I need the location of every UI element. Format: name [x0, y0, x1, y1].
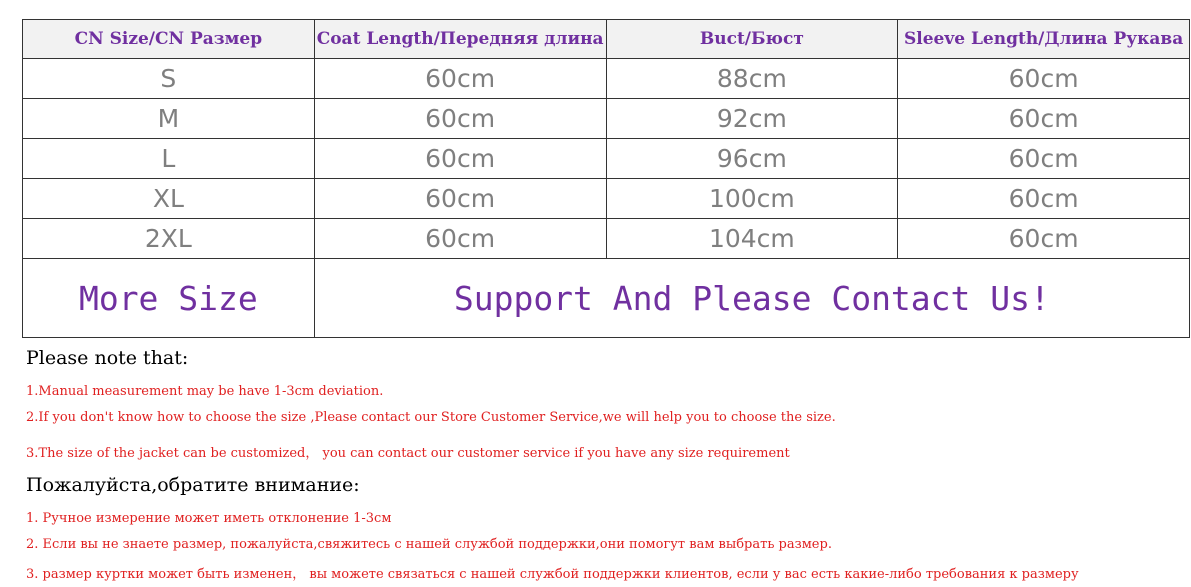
coat-length-cell: 60cm — [314, 99, 606, 139]
note-line-en-3: 3.The size of the jacket can be customized， you can contact our customer service if you have any size requirement — [26, 446, 790, 461]
table-row — [23, 139, 1190, 179]
bust-cell: 88cm — [606, 59, 898, 99]
table-row — [23, 99, 1190, 139]
coat-length-cell: 60cm — [314, 59, 606, 99]
header-coat-length: Coat Length/Передняя длина — [314, 20, 606, 59]
coat-length-cell: 60cm — [314, 219, 606, 259]
bust-cell: 104cm — [606, 219, 898, 259]
sleeve-length-cell: 60cm — [898, 99, 1190, 139]
sleeve-length-cell: 60cm — [898, 59, 1190, 99]
notes-heading-ru: Пожалуйста,обратите внимание: — [26, 474, 360, 496]
header-sleeve-length: Sleeve Length/Длина Рукава — [898, 20, 1190, 59]
table-row — [23, 59, 1190, 99]
contact-us-message: Support And Please Contact Us! — [314, 259, 1189, 338]
note-line-ru-1: 1. Ручное измерение может иметь отклонение 1-3см — [26, 511, 392, 526]
size-cell: XL — [23, 179, 315, 219]
sleeve-length-cell: 60cm — [898, 179, 1190, 219]
more-size-row — [23, 259, 1190, 338]
header-row — [23, 20, 1190, 59]
size-chart-table — [22, 19, 1190, 338]
more-size-label: More Size — [23, 259, 315, 338]
table-row — [23, 219, 1190, 259]
sleeve-length-cell: 60cm — [898, 219, 1190, 259]
table-row — [23, 179, 1190, 219]
coat-length-cell: 60cm — [314, 139, 606, 179]
size-cell: S — [23, 59, 315, 99]
size-cell: M — [23, 99, 315, 139]
size-cell: L — [23, 139, 315, 179]
notes-heading-en: Please note that: — [26, 347, 189, 369]
note-line-ru-2: 2. Если вы не знаете размер, пожалуйста,свяжитесь с нашей службой поддержки,они помогут вам выбрать размер. — [26, 537, 832, 552]
bust-cell: 96cm — [606, 139, 898, 179]
bust-cell: 100cm — [606, 179, 898, 219]
note-line-en-1: 1.Manual measurement may be have 1-3cm deviation. — [26, 384, 384, 399]
size-cell: 2XL — [23, 219, 315, 259]
note-line-en-2: 2.If you don't know how to choose the size ,Please contact our Store Customer Service,we will help you to choose the size. — [26, 410, 836, 425]
sleeve-length-cell: 60cm — [898, 139, 1190, 179]
header-size: CN Size/CN Размер — [23, 20, 315, 59]
coat-length-cell: 60cm — [314, 179, 606, 219]
bust-cell: 92cm — [606, 99, 898, 139]
note-line-ru-3: 3. размер куртки может быть изменен， вы можете связаться с нашей службой поддержки клиентов, если у вас есть какие-либо требования к размеру — [26, 567, 1079, 582]
header-bust: Buct/Бюст — [606, 20, 898, 59]
